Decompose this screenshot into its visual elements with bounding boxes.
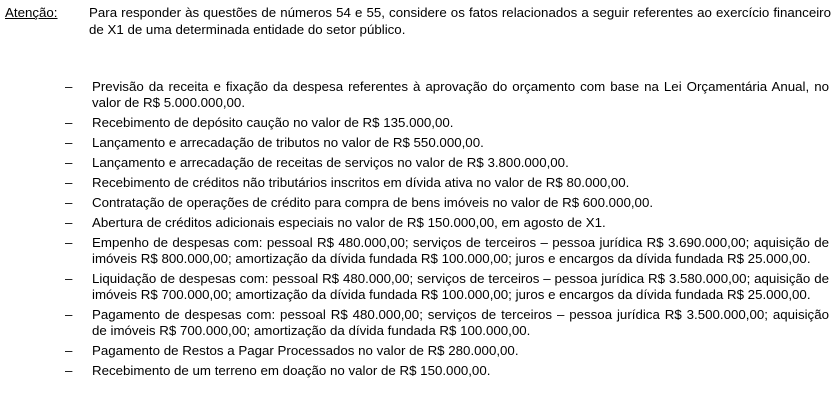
list-item xyxy=(65,343,829,359)
list-item xyxy=(65,215,829,231)
list-item-text: Lançamento e arrecadação de tributos no valor de R$ 550.000,00. xyxy=(92,135,484,150)
dash-bullet: – xyxy=(65,307,73,322)
dash-bullet: – xyxy=(65,135,73,150)
dash-bullet: – xyxy=(65,271,73,286)
list-item xyxy=(65,235,829,267)
list-item xyxy=(65,135,829,151)
dash-bullet: – xyxy=(65,155,73,170)
dash-bullet: – xyxy=(65,115,73,130)
list-item xyxy=(65,195,829,211)
list-item-text: Recebimento de depósito caução no valor de R$ 135.000,00. xyxy=(92,115,454,130)
attention-notice xyxy=(5,4,831,38)
dash-bullet: – xyxy=(65,195,73,210)
notice-label-text: Atenção: xyxy=(5,5,58,20)
list-item-text: Lançamento e arrecadação de receitas de serviços no valor de R$ 3.800.000,00. xyxy=(92,155,569,170)
list-item-text: Contratação de operações de crédito para compra de bens imóveis no valor de R$ 600.000,00. xyxy=(92,195,654,210)
dash-bullet: – xyxy=(65,343,73,358)
notice-text: Para responder às questões de números 54 e 55, considere os fatos relacionados a seguir referentes ao exercício financeiro de X1 de uma determinada entidade do setor público. xyxy=(89,5,831,37)
list-item-text: Empenho de despesas com: pessoal R$ 480.000,00; serviços de terceiros – pessoa jurídica R$ 3.690.000,00; aquisição de imóveis R$ 800.000,00; amortização da dívida fundada R$ 100.000,00; juros e encargos da dívida fundada R$ 25.000,00. xyxy=(92,235,829,266)
dash-bullet: – xyxy=(65,215,73,230)
list-item-text: Pagamento de Restos a Pagar Processados no valor de R$ 280.000,00. xyxy=(92,343,519,358)
list-item xyxy=(65,307,829,339)
list-item-text: Liquidação de despesas com: pessoal R$ 480.000,00; serviços de terceiros – pessoa jurídica R$ 3.580.000,00; aquisição de imóveis R$ 700.000,00; amortização da dívida fundada R$ 100.000,00; juros e encargos da dívida fundada R$ 25.000,00. xyxy=(92,271,829,302)
dash-bullet: – xyxy=(65,363,73,378)
list-item xyxy=(65,363,829,379)
list-item-text: Recebimento de créditos não tributários inscritos em dívida ativa no valor de R$ 80.000,00. xyxy=(92,175,630,190)
list-item-text: Pagamento de despesas com: pessoal R$ 480.000,00; serviços de terceiros – pessoa jurídica R$ 3.500.000,00; aquisição de imóveis R$ 700.000,00; amortização da dívida fundada R$ 100.000,00. xyxy=(92,307,829,338)
facts-list xyxy=(65,79,829,383)
dash-bullet: – xyxy=(65,79,73,94)
list-item-text: Recebimento de um terreno em doação no valor de R$ 150.000,00. xyxy=(92,363,491,378)
list-item xyxy=(65,271,829,303)
list-item-text: Abertura de créditos adicionais especiais no valor de R$ 150.000,00, em agosto de X1. xyxy=(92,215,606,230)
list-item-text: Previsão da receita e fixação da despesa referentes à aprovação do orçamento com base na Lei Orçamentária Anual, no valor de R$ 5.000.000,00. xyxy=(92,79,829,110)
notice-label xyxy=(5,4,89,38)
list-item xyxy=(65,79,829,111)
list-item xyxy=(65,175,829,191)
dash-bullet: – xyxy=(65,235,73,250)
list-item xyxy=(65,115,829,131)
dash-bullet: – xyxy=(65,175,73,190)
list-item xyxy=(65,155,829,171)
